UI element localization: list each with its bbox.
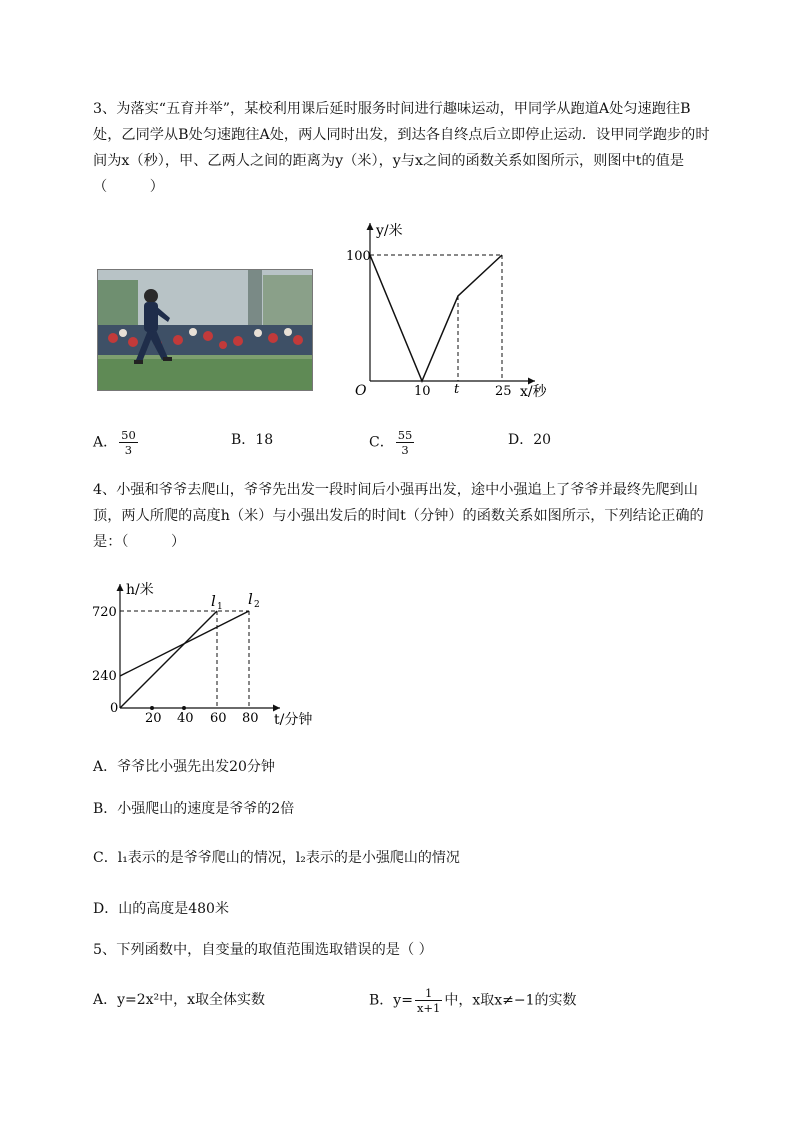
q4-option-a[interactable]: A．爷爷比小强先出发20分钟 xyxy=(93,759,275,775)
q3-option-c[interactable] xyxy=(369,428,416,457)
q4-x-tick-40: 40 xyxy=(177,711,194,726)
q3-option-a-num: 50 xyxy=(121,428,136,442)
q4-point-40 xyxy=(182,706,186,710)
q4-option-c[interactable]: C．l₁表示的是爷爷爬山的情况，l₂表示的是小强爬山的情况 xyxy=(93,850,460,866)
q4-x-tick-60: 60 xyxy=(210,711,227,726)
q5-option-b-num: 1 xyxy=(415,986,442,1001)
q4-y-tick-0: 0 xyxy=(110,701,119,716)
q3-option-c-den: 3 xyxy=(401,443,409,457)
q3-origin-label: O xyxy=(355,383,367,399)
q3-option-c-letter: C． xyxy=(369,434,394,451)
q5-option-b-fraction xyxy=(415,986,442,1015)
q3-option-d[interactable] xyxy=(508,430,551,450)
q4-stem-line-3: 是：（ ） xyxy=(93,534,186,550)
q3-x-tick-25: 25 xyxy=(495,384,512,399)
q4-height-time-graph xyxy=(88,578,338,730)
q4-option-b[interactable]: B．小强爬山的速度是爷爷的2倍 xyxy=(93,801,295,817)
q3-stem-line-2: 处，乙同学从B处匀速跑往A处，两人同时出发，到达各自终点后立即停止运动．设甲同学跑步的时 xyxy=(93,127,710,143)
q3-option-a-den: 3 xyxy=(124,443,133,457)
q4-x-tick-20: 20 xyxy=(145,711,162,726)
q3-option-d-text: 20 xyxy=(533,432,552,448)
q3-y-tick-100: 100 xyxy=(346,249,371,264)
q3-stem-line-4: （ ） xyxy=(93,179,164,195)
q4-label-l2-sub: 2 xyxy=(254,600,260,610)
q4-y-tick-720: 720 xyxy=(92,605,117,620)
q4-label-l1-sub: 1 xyxy=(217,602,223,612)
q4-label-l2: l xyxy=(248,590,253,608)
photo-drawing xyxy=(98,270,312,390)
q3-option-a-fraction xyxy=(119,428,138,457)
q4-line-l2 xyxy=(120,611,249,676)
q4-option-d[interactable]: D．山的高度是480米 xyxy=(93,901,229,917)
q4-line-l1 xyxy=(120,611,217,708)
q5-option-b-den: x+1 xyxy=(416,1001,441,1015)
q4-label-l1: l xyxy=(211,592,216,610)
q5-option-b-prefix: B．y= xyxy=(369,992,413,1009)
q5-option-a[interactable]: A．y=2x²中，x取全体实数 xyxy=(93,992,266,1008)
q4-x-label: t/分钟 xyxy=(274,712,313,728)
q3-y-label: y/米 xyxy=(376,223,403,239)
q3-option-b-text: 18 xyxy=(255,432,274,448)
q5-option-b[interactable] xyxy=(369,986,577,1015)
q5-option-b-suffix: 中，x取x≠−1的实数 xyxy=(444,992,577,1009)
q4-stem-line-1: 4、小强和爷爷去爬山，爷爷先出发一段时间后小强再出发，途中小强追上了爷爷并最终先爬到山 xyxy=(93,482,698,498)
q4-stem-line-2: 顶，两人所爬的高度h（米）与小强出发后的时间t（分钟）的函数关系如图所示，下列结论正确的 xyxy=(93,508,704,524)
q3-option-c-num: 55 xyxy=(397,428,413,442)
q3-x-tick-10: 10 xyxy=(414,384,431,399)
running-student-photo xyxy=(97,269,313,391)
q3-stem-line-3: 间为x（秒），甲、乙两人之间的距离为y（米），y与x之间的函数关系如图所示，则图中t的值是 xyxy=(93,153,685,169)
q4-y-tick-240: 240 xyxy=(92,669,117,684)
q4-point-20 xyxy=(150,706,154,710)
q3-option-d-letter: D． xyxy=(508,432,534,448)
q3-option-b-letter: B． xyxy=(231,432,256,448)
q3-option-c-fraction xyxy=(396,428,415,457)
q3-x-label: x/秒 xyxy=(520,384,547,400)
q5-stem: 5、下列函数中，自变量的取值范围选取错误的是（ ） xyxy=(93,942,433,958)
q3-graph-line xyxy=(370,255,502,381)
q4-x-tick-80: 80 xyxy=(242,711,259,726)
q3-stem-line-1: 3、为落实“五育并举”，某校利用课后延时服务时间进行趣味运动，甲同学从跑道A处匀速跑往B xyxy=(93,101,691,117)
q3-x-tick-t: t xyxy=(454,382,460,397)
q4-y-label: h/米 xyxy=(126,582,154,598)
q3-option-b[interactable] xyxy=(231,430,273,450)
q3-distance-graph xyxy=(340,215,560,405)
q3-option-a-letter: A． xyxy=(93,434,118,451)
q3-option-a[interactable] xyxy=(93,428,140,457)
